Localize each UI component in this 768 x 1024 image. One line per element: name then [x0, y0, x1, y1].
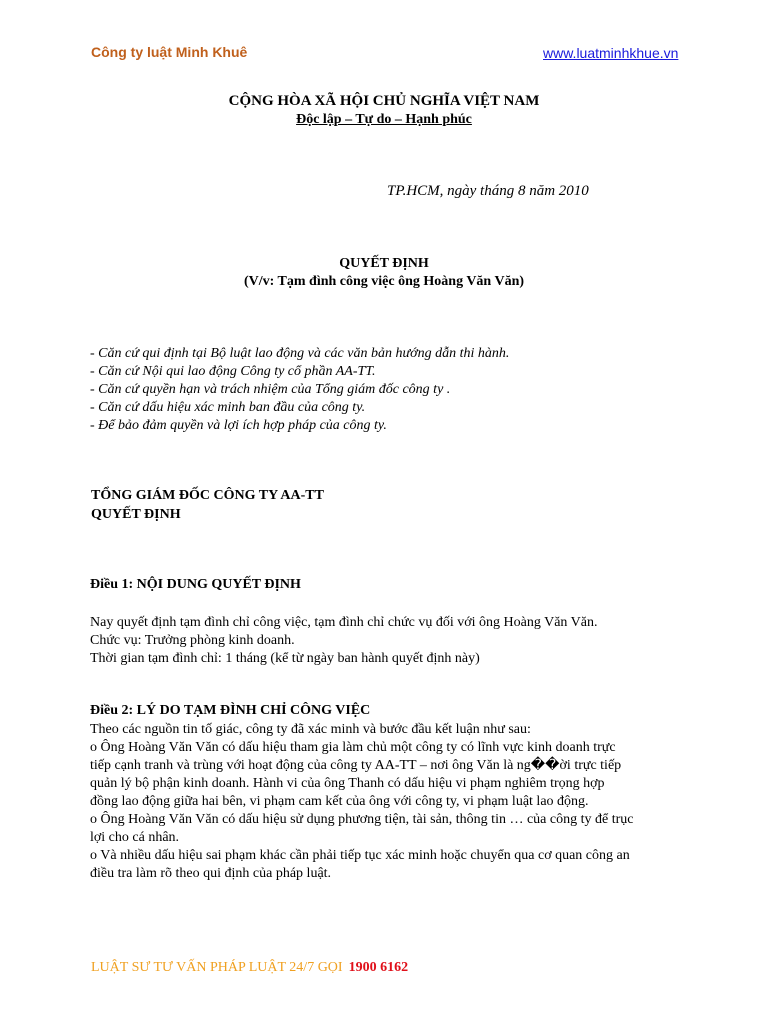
basis-line: - Căn cứ dấu hiệu xác minh ban đầu của công ty.	[90, 400, 366, 415]
basis-line: - Để bảo đảm quyền và lợi ích hợp pháp của công ty.	[90, 418, 387, 433]
website-link[interactable]: www.luatminhkhue.vn	[543, 45, 679, 61]
article2-heading: Điều 2: LÝ DO TẠM ĐÌNH CHỈ CÔNG VIỆC	[90, 703, 371, 718]
authority-decides: QUYẾT ĐỊNH	[91, 507, 181, 522]
decision-title: QUYẾT ĐỊNH	[339, 256, 429, 271]
article2-line: quản lý bộ phận kinh doanh. Hành vi của ông Thanh có dấu hiệu vi phạm nghiêm trọng hợp	[90, 776, 605, 791]
article2-line: Theo các nguồn tin tố giác, công ty đã xác minh và bước đầu kết luận như sau:	[90, 722, 531, 737]
legal-bases	[90, 345, 509, 435]
article2-line: lợi cho cá nhân.	[90, 830, 180, 845]
article2-line: tiếp cạnh tranh và trùng với hoạt động của công ty AA-TT – nơi ông Văn là ng��ời trực tiếp	[90, 758, 622, 773]
article1-line: Thời gian tạm đình chỉ: 1 tháng (kể từ ngày ban hành quyết định này)	[90, 651, 480, 666]
basis-line: - Căn cứ quyền hạn và trách nhiệm của Tổng giám đốc công ty .	[90, 382, 451, 397]
nation-motto: Độc lập – Tự do – Hạnh phúc	[296, 112, 472, 127]
article2-line: o Ông Hoàng Văn Văn có dấu hiệu sử dụng phương tiện, tài sản, thông tin … của công ty để trục	[90, 812, 634, 827]
authority-line: TỔNG GIÁM ĐỐC CÔNG TY AA-TT	[91, 488, 324, 503]
article2-line: o Ông Hoàng Văn Văn có dấu hiệu tham gia làm chủ một công ty có lĩnh vực kinh doanh trực	[90, 740, 616, 755]
basis-line: - Căn cứ Nội qui lao động Công ty cổ phần AA-TT.	[90, 364, 376, 379]
footer-banner	[91, 960, 408, 976]
article1-line: Chức vụ: Trưởng phòng kinh doanh.	[90, 633, 295, 648]
article1-heading: Điều 1: NỘI DUNG QUYẾT ĐỊNH	[90, 577, 301, 592]
company-name: Công ty luật Minh Khuê	[91, 44, 248, 60]
decision-subject: (V/v: Tạm đình công việc ông Hoàng Văn Văn)	[243, 274, 525, 289]
date-line: TP.HCM, ngày tháng 8 năm 2010	[387, 183, 589, 199]
nation-name: CỘNG HÒA XÃ HỘI CHỦ NGHĨA VIỆT NAM	[228, 93, 540, 109]
article2-line: o Và nhiều dấu hiệu sai phạm khác cần phải tiếp tục xác minh hoặc chuyển qua cơ quan công an	[90, 848, 630, 863]
article2-line: điều tra làm rõ theo qui định của pháp luật.	[90, 866, 332, 881]
footer-slogan: LUẬT SƯ TƯ VẤN PHÁP LUẬT 24/7 GỌI	[91, 960, 343, 975]
basis-line: - Căn cứ qui định tại Bộ luật lao động và các văn bản hướng dẫn thi hành.	[90, 346, 510, 361]
article1-body	[90, 614, 598, 668]
article2-body	[90, 721, 633, 883]
article2-line: đồng lao động giữa hai bên, vi phạm cam kết của ông với công ty, vi phạm luật lao động.	[90, 794, 589, 809]
article1-line: Nay quyết định tạm đình chỉ công việc, tạm đình chỉ chức vụ đối với ông Hoàng Văn Văn.	[90, 615, 598, 630]
hotline-number[interactable]: 1900 6162	[348, 960, 409, 975]
